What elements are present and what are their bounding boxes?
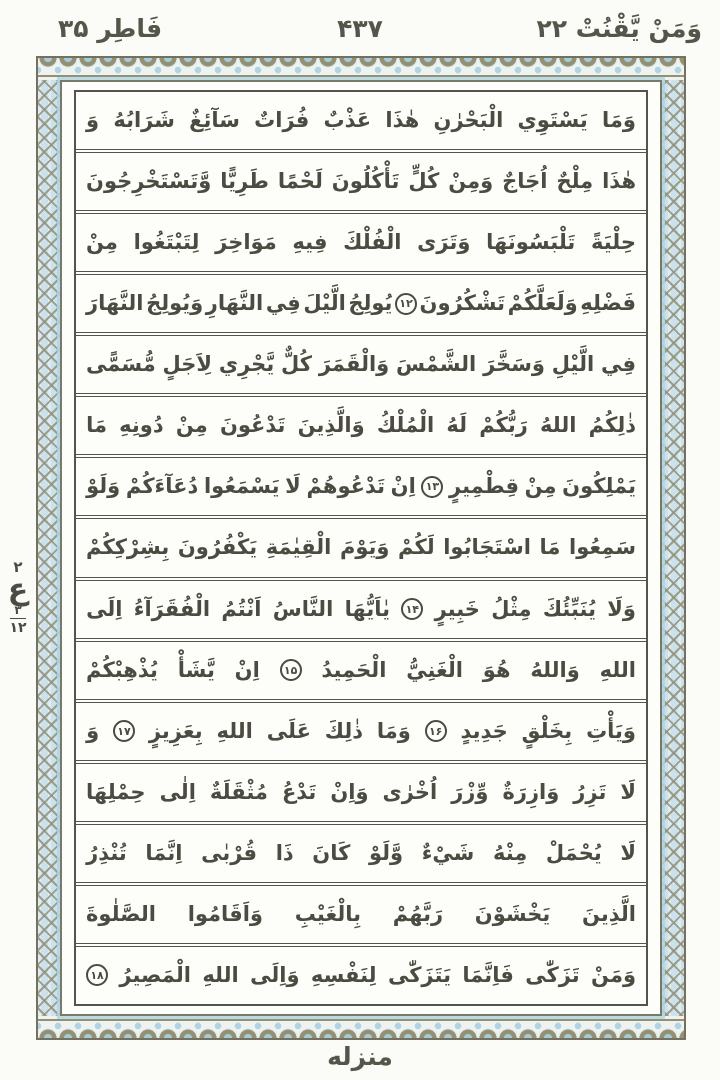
verse-number-badge: ۱۵ xyxy=(280,659,302,681)
verse-number-badge: ۱۴ xyxy=(401,598,423,620)
ruku-ain-symbol: ع xyxy=(7,572,29,607)
ruku-number-bottom: ۱۲ xyxy=(9,620,27,636)
quran-line: الَّذِينَ يَخْشَوْنَ رَبَّهُمْ بِالْغَيْبِ وَاَقَامُوا الصَّلٰوةَ xyxy=(76,882,646,943)
ruku-number-middle: ۳ xyxy=(10,603,25,619)
header-surah-label: فَاطِر ۳۵ xyxy=(58,14,163,43)
header-page-number: ۴۳۷ xyxy=(337,14,383,43)
header-juz-label: وَمَنْ يَّقْنُتْ ۲۲ xyxy=(536,14,702,43)
text-block xyxy=(74,90,648,1006)
verse-number-badge: ۱۸ xyxy=(86,964,108,986)
verse-number-badge: ۱۲ xyxy=(395,293,417,315)
catchword: منزله xyxy=(327,1042,393,1071)
quran-line: لَا يُحْمَلْ مِنْهُ شَيْءٌ وَّلَوْ كَانَ ذَا قُرْبٰى اِنَّمَا تُنْذِرُ xyxy=(76,821,646,882)
ruku-number-top: ۲ xyxy=(13,558,23,576)
verse-number-badge: ۱۶ xyxy=(425,720,447,742)
quran-line: اللهِ وَاللهُ هُوَ الْغَنِيُّ الْحَمِيدُ ۱۵ اِنْ يَّشَأْ يُذْهِبْكُمْ xyxy=(76,638,646,699)
quran-line: وَيَأْتِ بِخَلْقٍ جَدِيدٍ ۱۶ وَمَا ذٰلِكَ عَلَى اللهِ بِعَزِيزٍ ۱۷ وَ xyxy=(76,699,646,760)
quran-line: سَمِعُوا مَا اسْتَجَابُوا لَكُمْ وَيَوْمَ الْقِيٰمَةِ يَكْفُرُونَ بِشِرْكِكُمْ xyxy=(76,515,646,576)
quran-line: فَضْلِهِ وَلَعَلَّكُمْ تَشْكُرُونَ ۱۲ يُولِجُ الَّيْلَ فِي النَّهَارِ وَيُولِجُ النَّهَارَ xyxy=(76,271,646,332)
quran-line: فِي الَّيْلِ وَسَخَّرَ الشَّمْسَ وَالْقَمَرَ كُلٌّ يَّجْرِي لِاَجَلٍ مُّسَمًّى xyxy=(76,332,646,393)
quran-line: وَمَا يَسْتَوِي الْبَحْرٰنِ هٰذَا عَذْبٌ فُرَاتٌ سَآئِغٌ شَرَابُهُ وَ xyxy=(86,108,636,133)
ruku-marker xyxy=(0,558,36,636)
quran-line: وَلَا يُنَبِّئُكَ مِثْلُ خَبِيرٍ ۱۴ يٰاَيُّهَا النَّاسُ اَنْتُمُ الْفُقَرَآءُ اِلَى xyxy=(76,577,646,638)
quran-line: لَا تَزِرُ وَازِرَةٌ وِّزْرَ اُخْرٰى وَاِنْ تَدْعُ مُثْقَلَةٌ اِلٰى حِمْلِهَا xyxy=(76,760,646,821)
quran-line: ذٰلِكُمُ اللهُ رَبُّكُمْ لَهُ الْمُلْكُ وَالَّذِينَ تَدْعُونَ مِنْ دُونِهِ مَا xyxy=(76,393,646,454)
quran-line: هٰذَا مِلْحٌ اُجَاجٌ وَمِنْ كُلٍّ تَأْكُلُونَ لَحْمًا طَرِيًّا وَّتَسْتَخْرِجُونَ xyxy=(76,149,646,210)
verse-number-badge: ۱۷ xyxy=(113,720,135,742)
ornamental-border xyxy=(36,56,686,1040)
quran-line: حِلْيَةً تَلْبَسُونَهَا وَتَرَى الْفُلْكَ فِيهِ مَوَاخِرَ لِتَبْتَغُوا مِنْ xyxy=(76,210,646,271)
quran-line: وَمَنْ تَزَكّٰى فَاِنَّمَا يَتَزَكّٰى لِنَفْسِهِ وَاِلَى اللهِ الْمَصِيرُ ۱۸ xyxy=(76,943,646,1004)
quran-line: يَمْلِكُونَ مِنْ قِطْمِيرٍ ۱۳ اِنْ تَدْعُوهُمْ لَا يَسْمَعُوا دُعَآءَكُمْ وَلَوْ xyxy=(76,454,646,515)
inner-sheet xyxy=(60,80,662,1016)
verse-number-badge: ۱۳ xyxy=(421,476,443,498)
